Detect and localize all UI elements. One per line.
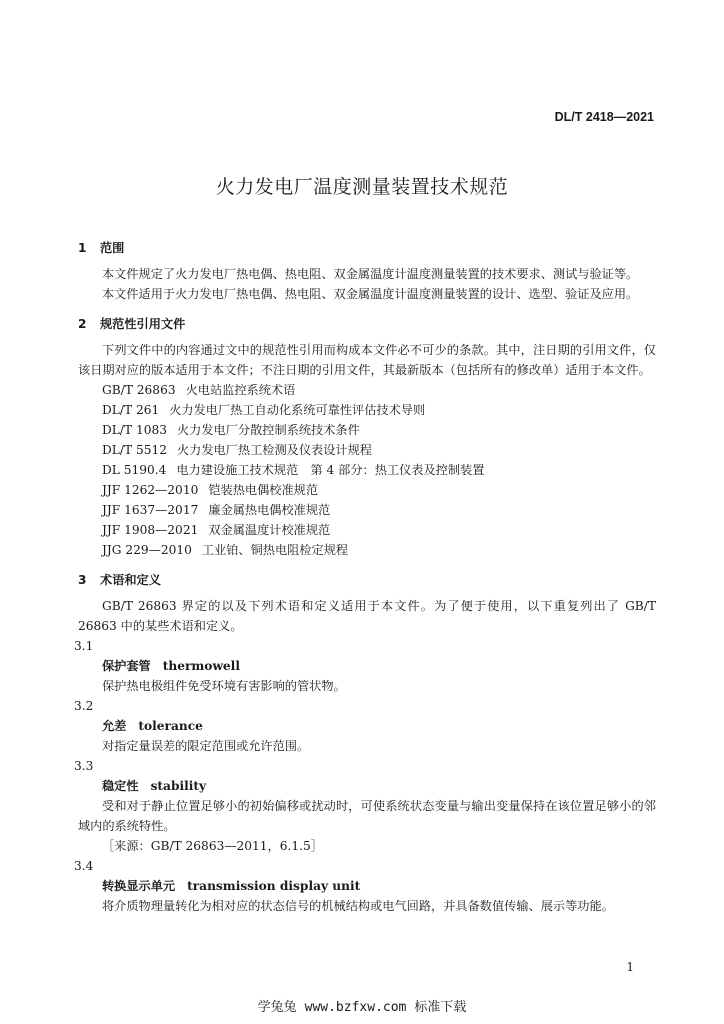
footer-left: 学兔兔	[257, 1000, 297, 1015]
section-3-intro: GB/T 26863 界定的以及下列术语和定义适用于本文件。为了便于使用，以下重复列出了 GB/T 26863 中的某些术语和定义。	[78, 599, 656, 633]
reference-item	[102, 500, 656, 520]
term-definition: 对指定量误差的限定范围或允许范围。	[102, 739, 310, 753]
term-zh: 转换显示单元	[102, 879, 176, 893]
reference-code: DL 5190.4	[102, 463, 167, 477]
reference-code: JJF 1262—2010	[102, 483, 199, 497]
reference-code: DL/T 261	[102, 403, 160, 417]
reference-title: 工业铂、铜热电阻检定规程	[201, 543, 349, 557]
section-number: 3	[78, 573, 87, 587]
term-entry	[74, 856, 656, 916]
term-name	[78, 876, 656, 896]
section-1-paragraph-2: 本文件适用于火力发电厂热电偶、热电阻、双金属温度计温度测量装置的设计、选型、验证及应用。	[102, 287, 639, 301]
reference-item	[102, 480, 656, 500]
reference-item	[102, 460, 656, 480]
term-name	[78, 656, 656, 676]
term-en: tolerance	[138, 719, 203, 733]
term-name	[78, 716, 656, 736]
reference-title: 火力发电厂热工自动化系统可靠性评估技术导则	[169, 403, 426, 417]
term-number: 3.4	[74, 859, 94, 873]
term-number: 3.1	[74, 639, 94, 653]
document-title: 火力发电厂温度测量装置技术规范	[215, 176, 509, 198]
section-title: 规范性引用文件	[100, 317, 186, 331]
section-1-heading	[78, 238, 656, 258]
reference-item	[102, 420, 656, 440]
term-entry	[74, 696, 656, 756]
section-3-heading	[78, 570, 656, 590]
reference-title: 火力发电厂热工检测及仪表设计规程	[177, 443, 372, 457]
term-source: ［来源：GB/T 26863—2011，6.1.5］	[102, 839, 323, 853]
term-zh: 稳定性	[102, 779, 139, 793]
reference-code: JJF 1637—2017	[102, 503, 199, 517]
term-definition: 保护热电极组件免受环境有害影响的管状物。	[102, 679, 346, 693]
term-number: 3.2	[74, 699, 94, 713]
reference-code: DL/T 1083	[102, 423, 167, 437]
term-name	[78, 776, 656, 796]
section-number: 2	[78, 317, 87, 331]
section-2-intro: 下列文件中的内容通过文中的规范性引用而构成本文件必不可少的条款。其中，注日期的引用文件，仅该日期对应的版本适用于本文件；不注日期的引用文件，其最新版本（包括所有的修改单）适用于本文件。	[78, 343, 656, 377]
section-1-paragraph-1: 本文件规定了火力发电厂热电偶、热电阻、双金属温度计温度测量装置的技术要求、测试与验证等。	[102, 267, 639, 281]
section-title: 范围	[100, 241, 125, 255]
term-entry	[74, 636, 656, 696]
reference-item	[102, 400, 656, 420]
document-body	[74, 238, 656, 916]
reference-item	[102, 540, 656, 560]
term-entry	[74, 756, 656, 856]
footer-watermark	[0, 996, 724, 1015]
term-en: thermowell	[162, 659, 240, 673]
standard-code: DL/T 2418—2021	[554, 110, 654, 124]
reference-code: JJG 229—2010	[102, 543, 192, 557]
term-zh: 保护套管	[102, 659, 151, 673]
reference-item	[102, 380, 656, 400]
reference-code: GB/T 26863	[102, 383, 176, 397]
reference-item	[102, 520, 656, 540]
section-number: 1	[78, 241, 87, 255]
reference-code: DL/T 5512	[102, 443, 167, 457]
reference-title: 火力发电厂分散控制系统技术条件	[177, 423, 360, 437]
reference-title: 廉金属热电偶校准规范	[208, 503, 331, 517]
term-en: stability	[150, 779, 207, 793]
page-number: 1	[626, 960, 634, 974]
footer-right: 标准下载	[414, 1000, 467, 1015]
term-en: transmission display unit	[187, 879, 361, 893]
reference-item	[102, 440, 656, 460]
reference-title: 电力建设施工技术规范 第 4 部分：热工仪表及控制装置	[176, 463, 485, 477]
term-definition: 受和对于静止位置足够小的初始偏移或扰动时，可使系统状态变量与输出变量保持在该位置足够小的邻域内的系统特性。	[78, 799, 656, 833]
footer-site[interactable]: www.bzfxw.com	[304, 1000, 407, 1015]
term-definition: 将介质物理量转化为相对应的状态信号的机械结构或电气回路，并具备数值传输、展示等功能。	[102, 899, 614, 913]
reference-code: JJF 1908—2021	[102, 523, 199, 537]
reference-title: 双金属温度计校准规范	[208, 523, 331, 537]
reference-title: 铠装热电偶校准规范	[208, 483, 319, 497]
term-zh: 允差	[102, 719, 127, 733]
reference-title: 火电站监控系统术语	[185, 383, 296, 397]
section-title: 术语和定义	[100, 573, 161, 587]
term-number: 3.3	[74, 759, 94, 773]
reference-list	[78, 380, 656, 560]
section-2-heading	[78, 314, 656, 334]
